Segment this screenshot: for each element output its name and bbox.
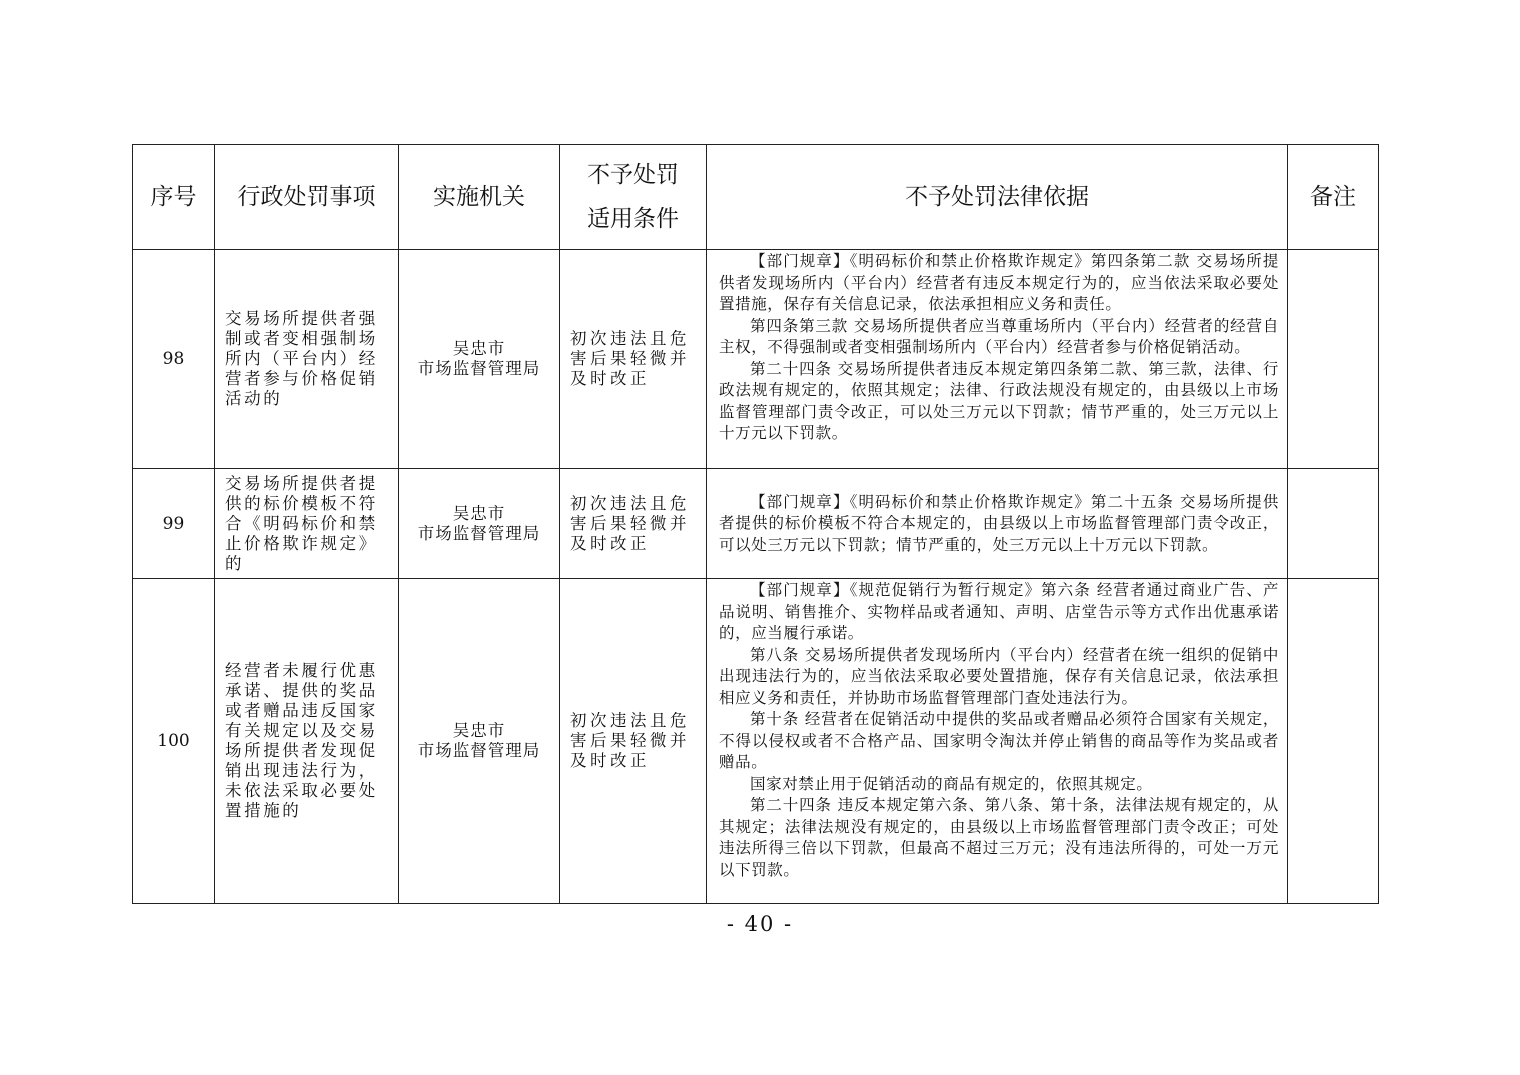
legal-basis-paragraph: 【部门规章】《规范促销行为暂行规定》第六条 经营者通过商业广告、产品说明、销售推介、实物样品或者通知、声明、店堂告示等方式作出优惠承诺的，应当履行承诺。 xyxy=(719,581,1279,642)
row-number: 100 xyxy=(133,579,215,904)
row-number: 98 xyxy=(133,250,215,469)
header-note: 备注 xyxy=(1288,145,1379,250)
agency-line1: 吴忠市 xyxy=(452,339,506,358)
agency-line2: 市场监督管理局 xyxy=(417,359,541,378)
header-item: 行政处罚事项 xyxy=(215,145,399,250)
legal-basis-paragraph: 国家对禁止用于促销活动的商品有规定的，依照其规定。 xyxy=(750,774,1153,793)
row-number: 99 xyxy=(133,469,215,579)
agency xyxy=(399,469,560,579)
table-row xyxy=(133,250,1379,469)
header-basis: 不予处罚法律依据 xyxy=(707,145,1288,250)
penalty-item: 交易场所提供者提供的标价模板不符合《明码标价和禁止价格欺诈规定》的 xyxy=(215,469,399,579)
penalty-item: 交易场所提供者强制或者变相强制场所内（平台内）经营者参与价格促销活动的 xyxy=(215,250,399,469)
agency-line1: 吴忠市 xyxy=(452,721,506,740)
legal-basis-paragraph: 第十条 经营者在促销活动中提供的奖品或者赠品必须符合国家有关规定，不得以侵权或者不合格产品、国家明令淘汰并停止销售的商品等作为奖品或者赠品。 xyxy=(719,710,1279,771)
penalty-table xyxy=(132,144,1379,904)
table-header-row xyxy=(133,145,1379,250)
applicable-condition: 初次违法且危害后果轻微并及时改正 xyxy=(560,579,707,904)
applicable-condition: 初次违法且危害后果轻微并及时改正 xyxy=(560,250,707,469)
legal-basis xyxy=(707,579,1288,904)
note xyxy=(1288,579,1379,904)
legal-basis-paragraph: 第四条第三款 交易场所提供者应当尊重场所内（平台内）经营者的经营自主权，不得强制或者变相强制场所内（平台内）经营者参与价格促销活动。 xyxy=(719,316,1279,356)
agency-line2: 市场监督管理局 xyxy=(417,523,541,543)
agency-line1: 吴忠市 xyxy=(452,503,506,523)
table-row xyxy=(133,469,1379,579)
header-condition-line1: 不予处罚 xyxy=(587,162,679,188)
legal-basis xyxy=(707,250,1288,469)
legal-basis xyxy=(707,469,1288,579)
penalty-item: 经营者未履行优惠承诺、提供的奖品或者赠品违反国家有关规定以及交易场所提供者发现促销出现违法行为，未依法采取必要处置措施的 xyxy=(215,579,399,904)
legal-basis-paragraph: 【部门规章】《明码标价和禁止价格欺诈规定》第四条第二款 交易场所提供者发现场所内（平台内）经营者有违反本规定行为的，应当依法采取必要处置措施，保存有关信息记录，依法承担相应义务和责任。 xyxy=(719,252,1279,313)
legal-basis-paragraph: 第八条 交易场所提供者发现场所内（平台内）经营者在统一组织的促销中出现违法行为的，应当依法采取必要处置措施，保存有关信息记录，依法承担相应义务和责任，并协助市场监督管理部门查处违法行为。 xyxy=(719,645,1279,707)
agency-line2: 市场监督管理局 xyxy=(417,741,541,760)
header-no: 序号 xyxy=(133,145,215,250)
legal-basis-paragraph: 第二十四条 违反本规定第六条、第八条、第十条，法律法规有规定的，从其规定；法律法规没有规定的，由县级以上市场监督管理部门责令改正；可处违法所得三倍以下罚款，但最高不超过三万元；没有违法所得的，可处一万元以下罚款。 xyxy=(719,796,1279,879)
header-condition xyxy=(560,145,707,250)
legal-basis-paragraph: 第二十四条 交易场所提供者违反本规定第四条第二款、第三款，法律、行政法规有规定的，依照其规定；法律、行政法规没有规定的，由县级以上市场监督管理部门责令改正，可以处三万元以下罚款；情节严重的，处三万元以上十万元以下罚款。 xyxy=(719,359,1279,442)
note xyxy=(1288,250,1379,469)
header-condition-line2: 适用条件 xyxy=(587,206,679,232)
table-row xyxy=(133,579,1379,904)
page-number: - 40 - xyxy=(726,912,794,936)
applicable-condition: 初次违法且危害后果轻微并及时改正 xyxy=(560,469,707,579)
agency xyxy=(399,250,560,469)
legal-basis-paragraph: 【部门规章】《明码标价和禁止价格欺诈规定》第二十五条 交易场所提供者提供的标价模板不符合本规定的，由县级以上市场监督管理部门责令改正，可以处三万元以下罚款；情节严重的，处三万元以上十万元以下罚款。 xyxy=(719,492,1279,554)
note xyxy=(1288,469,1379,579)
agency xyxy=(399,579,560,904)
header-agency: 实施机关 xyxy=(399,145,560,250)
